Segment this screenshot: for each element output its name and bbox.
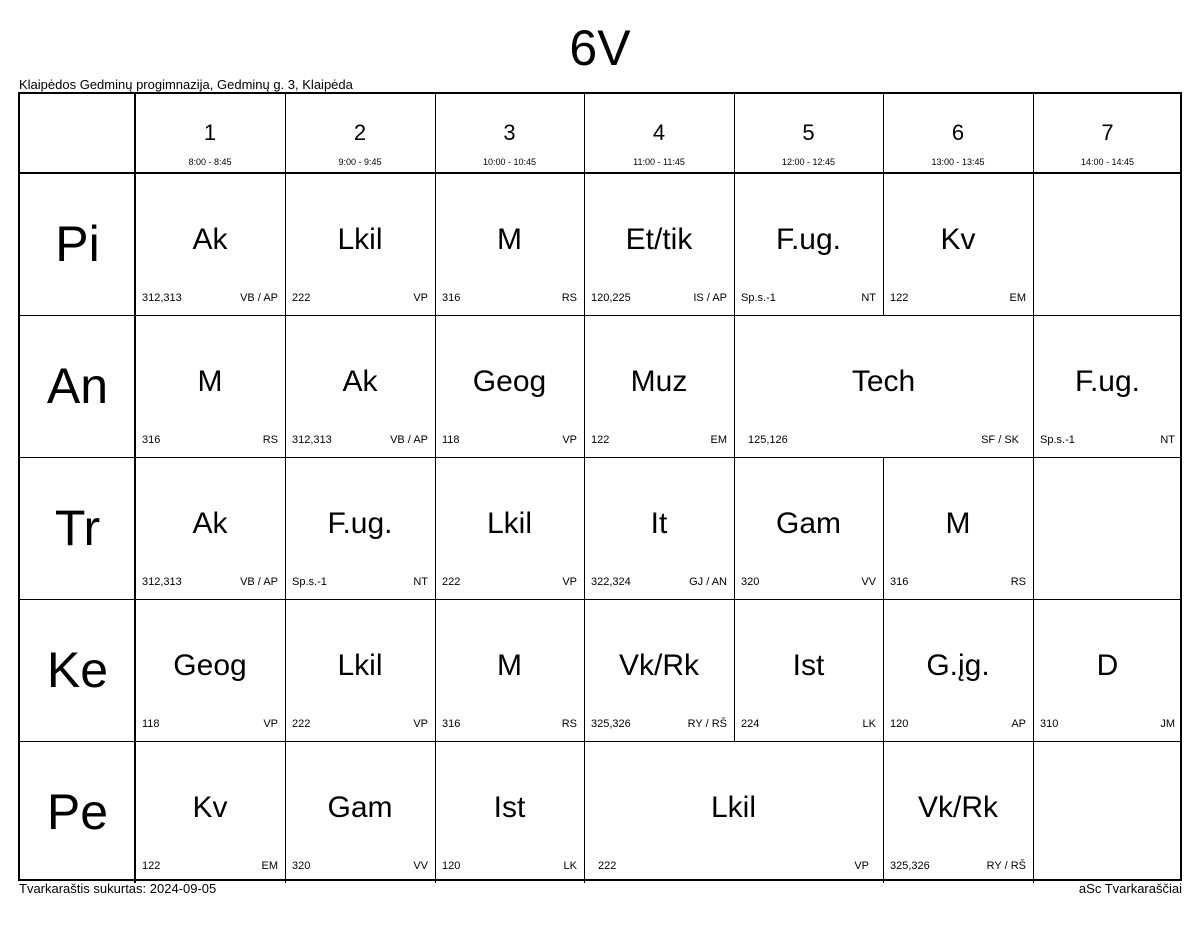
period-number: 4 [652,120,666,145]
lesson-subject: Gam [775,507,841,540]
period-time: 9:00 - 9:45 [338,157,382,167]
brand-label: aSc Tvarkaraščiai [1078,881,1182,896]
period-header [135,94,285,173]
grid-divider [285,94,286,173]
period-time: 14:00 - 14:45 [1080,157,1135,167]
period-number: 3 [503,120,516,145]
lesson-room: 325,326 [591,718,631,730]
lesson-cell[interactable] [285,315,435,457]
created-date: Tvarkaraštis sukurtas: 2024-09-05 [19,881,217,896]
lesson-cell[interactable] [135,741,285,883]
lesson-subject: Tech [851,365,916,398]
lesson-room: 222 [598,860,617,872]
lesson-room: 222 [292,718,311,730]
period-header [584,94,734,173]
lesson-teacher: VV [413,860,428,872]
lesson-cell[interactable] [135,173,285,315]
period-time: 10:00 - 10:45 [482,157,537,167]
lesson-room: 320 [292,860,311,872]
grid-divider [1033,741,1034,883]
lesson-room: 122 [591,434,610,446]
period-time: 11:00 - 11:45 [633,157,685,167]
lesson-room: 320 [741,576,760,588]
lesson-cell[interactable] [734,173,883,315]
day-cell [20,457,135,599]
lesson-room: 316 [890,576,909,588]
period-number: 6 [951,120,965,145]
lesson-subject: Kv [940,223,976,256]
lesson-subject: Lkil [486,507,532,540]
lesson-subject: Ist [792,649,825,682]
lesson-teacher: VP [562,576,577,588]
lesson-teacher: VB / AP [390,434,428,446]
lesson-room: 316 [442,718,461,730]
period-number: 7 [1101,120,1114,145]
lesson-room: 120 [890,718,909,730]
lesson-subject: Lkil [710,791,756,824]
period-header [1033,94,1182,173]
day-label: Tr [54,500,101,556]
lesson-room: 224 [741,718,760,730]
lesson-teacher: VB / AP [240,292,278,304]
period-header [734,94,883,173]
lesson-room: 310 [1040,718,1059,730]
lesson-subject: Ist [493,791,526,824]
period-number: 5 [802,120,815,145]
lesson-cell[interactable] [734,599,883,741]
lesson-room: 312,313 [142,292,182,304]
lesson-teacher: RS [561,292,577,304]
lesson-subject: D [1096,649,1119,682]
grid-divider [1033,173,1034,315]
day-label: An [46,358,109,414]
lesson-subject: G.įg. [926,649,990,682]
lesson-room: Sp.s.-1 [292,576,327,588]
lesson-room: 125,126 [748,434,788,446]
lesson-cell[interactable] [435,173,584,315]
lesson-teacher: EM [1009,292,1026,304]
lesson-cell[interactable] [1033,315,1182,457]
lesson-teacher: AP [1011,718,1026,730]
grid-divider [883,94,884,173]
lesson-cell[interactable] [584,173,734,315]
grid-divider [734,94,735,173]
grid-divider [584,94,585,173]
lesson-cell[interactable] [435,315,584,457]
grid-divider [134,94,136,173]
lesson-cell[interactable] [435,741,584,883]
lesson-teacher: JM [1160,718,1175,730]
lesson-cell[interactable] [1033,599,1182,741]
period-time: 13:00 - 13:45 [931,157,985,167]
lesson-room: 120,225 [591,292,631,304]
period-header [883,94,1033,173]
day-label: Pe [46,784,109,840]
day-cell [20,741,135,883]
lesson-subject: Vk/Rk [618,649,699,682]
lesson-subject: It [650,507,668,540]
lesson-teacher: RS [262,434,278,446]
lesson-subject: F.ug. [327,507,393,540]
lesson-subject: Lkil [337,649,383,682]
lesson-cell[interactable] [584,599,734,741]
lesson-teacher: RY / RŠ [986,860,1026,872]
lesson-subject: M [497,649,522,682]
lesson-cell[interactable] [734,315,1033,457]
lesson-cell[interactable] [584,741,883,883]
day-cell [20,599,135,741]
grid-divider [435,94,436,173]
lesson-room: 118 [142,718,160,730]
lesson-subject: M [945,507,971,540]
lesson-teacher: GJ / AN [689,576,727,588]
lesson-subject: Ak [192,223,228,256]
timetable-grid [18,92,1182,881]
lesson-subject: Ak [342,365,378,398]
lesson-teacher: LK [862,718,876,730]
lesson-cell[interactable] [883,457,1033,599]
lesson-teacher: EM [261,860,278,872]
lesson-room: 122 [142,860,161,872]
lesson-teacher: VP [263,718,278,730]
grid-divider [1033,457,1034,599]
lesson-cell[interactable] [285,457,435,599]
lesson-subject: Lkil [337,223,383,256]
lesson-subject: F.ug. [775,223,842,256]
lesson-subject: M [497,223,522,256]
lesson-teacher: RY / RŠ [687,718,727,730]
lesson-room: 222 [292,292,311,304]
lesson-cell[interactable] [883,741,1033,883]
lesson-subject: Ak [192,507,228,540]
period-number: 2 [353,120,367,145]
lesson-room: 312,313 [142,576,182,588]
period-number: 1 [203,120,217,145]
lesson-room: 316 [142,434,161,446]
lesson-teacher: SF / SK [981,434,1019,446]
lesson-subject: Kv [192,791,228,824]
lesson-subject: Muz [630,365,688,398]
grid-divider [1033,94,1034,173]
page-title: 6V [569,20,631,76]
lesson-teacher: VP [854,860,869,872]
lesson-cell[interactable] [285,599,435,741]
lesson-room: 325,326 [890,860,930,872]
day-cell [20,173,135,315]
lesson-teacher: NT [413,576,428,588]
lesson-teacher: NT [861,292,876,304]
lesson-cell[interactable] [135,599,285,741]
lesson-teacher: VP [562,434,577,446]
lesson-cell[interactable] [135,457,285,599]
lesson-subject: Vk/Rk [917,791,998,824]
period-time: 8:00 - 8:45 [188,157,232,167]
period-header [285,94,435,173]
day-cell [20,315,135,457]
lesson-subject: F.ug. [1074,365,1141,398]
lesson-cell[interactable] [435,457,584,599]
lesson-room: 122 [890,292,909,304]
lesson-cell[interactable] [734,457,883,599]
lesson-cell[interactable] [883,173,1033,315]
day-label: Ke [46,642,109,698]
lesson-room: Sp.s.-1 [1040,434,1075,446]
day-label: Pi [55,216,100,272]
lesson-room: 118 [442,434,460,446]
lesson-subject: M [197,365,223,398]
period-time: 12:00 - 12:45 [781,157,836,167]
lesson-teacher: VV [861,576,876,588]
lesson-room: 312,313 [292,434,332,446]
lesson-cell[interactable] [584,457,734,599]
lesson-room: Sp.s.-1 [741,292,776,304]
lesson-teacher: VB / AP [240,576,278,588]
lesson-cell[interactable] [285,741,435,883]
lesson-subject: Geog [173,649,247,682]
lesson-teacher: EM [710,434,727,446]
lesson-teacher: NT [1160,434,1175,446]
lesson-teacher: RS [561,718,577,730]
lesson-room: 222 [442,576,461,588]
period-header [435,94,584,173]
lesson-cell[interactable] [135,315,285,457]
lesson-teacher: IS / AP [693,292,727,304]
lesson-subject: Gam [327,791,393,824]
lesson-room: 322,324 [591,576,631,588]
lesson-teacher: LK [563,860,577,872]
lesson-teacher: RS [1010,576,1026,588]
lesson-teacher: VP [413,718,428,730]
lesson-room: 316 [442,292,461,304]
lesson-subject: Et/tik [625,223,693,256]
lesson-cell[interactable] [285,173,435,315]
lesson-teacher: VP [413,292,428,304]
lesson-subject: Geog [472,365,547,398]
lesson-cell[interactable] [584,315,734,457]
school-name: Klaipėdos Gedminų progimnazija, Gedminų g. 3, Klaipėda [19,77,353,92]
lesson-cell[interactable] [883,599,1033,741]
lesson-room: 120 [442,860,461,872]
lesson-cell[interactable] [435,599,584,741]
